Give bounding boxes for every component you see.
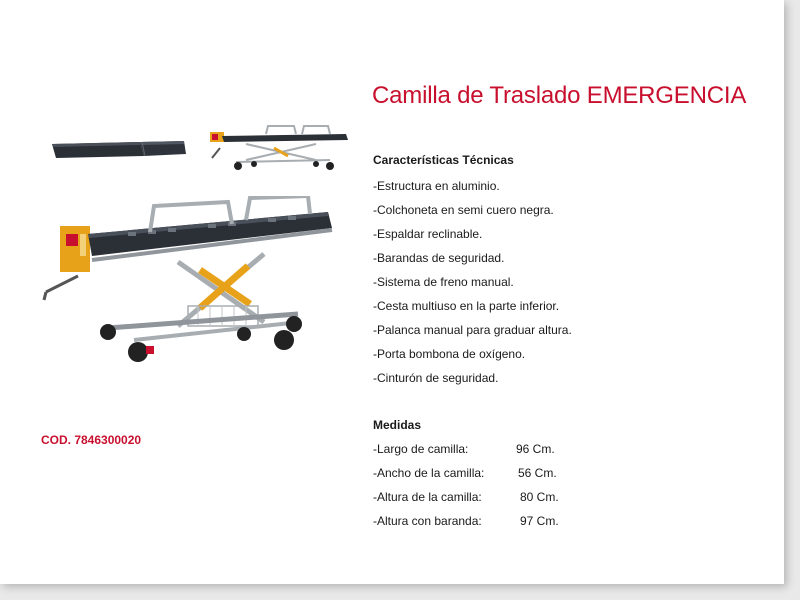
measurement-value: 96 Cm. — [516, 442, 555, 456]
feature-item: -Palanca manual para graduar altura. — [373, 323, 572, 337]
feature-item: -Estructura en aluminio. — [373, 179, 500, 193]
measurement-value: 80 Cm. — [520, 490, 559, 504]
feature-item: -Sistema de freno manual. — [373, 275, 514, 289]
measurements-heading: Medidas — [373, 418, 422, 432]
stretcher-small-image — [206, 122, 354, 172]
features-heading: Características Técnicas — [373, 153, 514, 167]
mattress-image — [48, 136, 188, 164]
measurement-label: -Ancho de la camilla: — [373, 466, 485, 480]
feature-item: -Porta bombona de oxígeno. — [373, 347, 526, 361]
feature-item: -Colchoneta en semi cuero negra. — [373, 203, 554, 217]
measurement-label: -Altura con baranda: — [373, 514, 482, 528]
feature-item: -Cesta multiuso en la parte inferior. — [373, 299, 560, 313]
stretcher-large-image — [38, 196, 338, 374]
feature-item: -Cinturón de seguridad. — [373, 371, 499, 385]
measurement-label: -Largo de camilla: — [373, 442, 469, 456]
measurement-value: 56 Cm. — [518, 466, 557, 480]
product-title: Camilla de Traslado EMERGENCIA — [372, 82, 747, 109]
feature-item: -Espaldar reclinable. — [373, 227, 483, 241]
product-code: COD. 7846300020 — [41, 433, 142, 447]
measurement-value: 97 Cm. — [520, 514, 559, 528]
feature-item: -Barandas de seguridad. — [373, 251, 505, 265]
measurement-label: -Altura de la camilla: — [373, 490, 482, 504]
